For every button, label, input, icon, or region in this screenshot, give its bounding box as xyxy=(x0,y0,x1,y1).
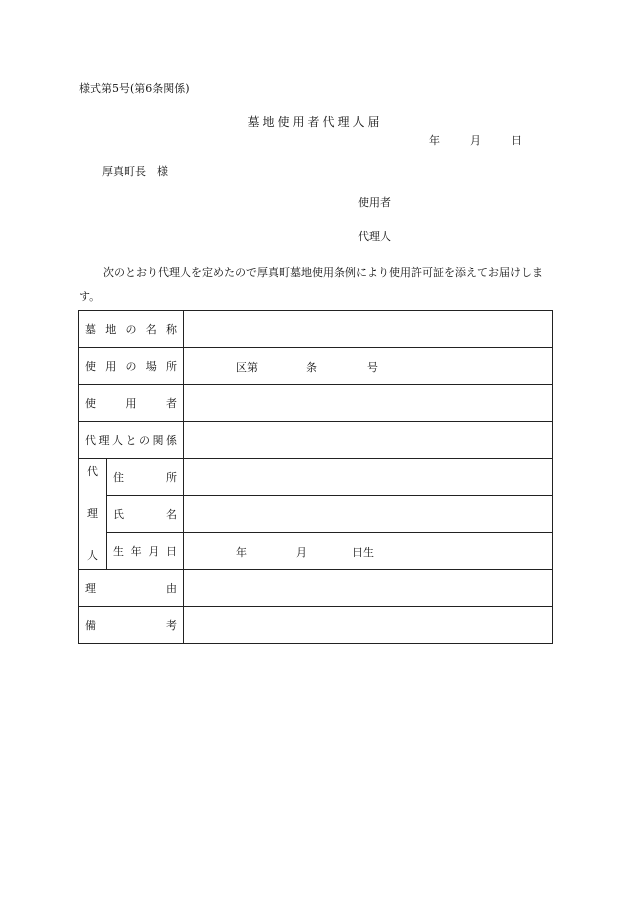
cemetery-name-field[interactable] xyxy=(184,311,553,348)
body-text: 次のとおり代理人を定めたので厚真町墓地使用条例により使用許可証を添えてお届けします。 xyxy=(79,266,543,303)
date-line xyxy=(429,132,522,148)
label-char: 理 xyxy=(87,507,98,520)
birthdate-field[interactable] xyxy=(184,533,553,570)
location-row: 条 xyxy=(306,361,317,374)
notification-table xyxy=(78,310,553,644)
name-field[interactable] xyxy=(184,496,553,533)
user-label: 使用者 xyxy=(358,196,391,209)
table-row xyxy=(79,385,553,422)
location-field[interactable] xyxy=(184,348,553,385)
name-label xyxy=(107,496,184,533)
label-char: 係 xyxy=(166,434,177,447)
user-row-label xyxy=(79,385,184,422)
spread-label xyxy=(85,321,177,337)
label-char: 使 xyxy=(85,360,96,373)
label-char: 由 xyxy=(166,582,177,595)
reason-field[interactable] xyxy=(184,570,553,607)
birth-day: 日生 xyxy=(352,546,374,559)
label-char: 関 xyxy=(152,434,164,447)
relation-field[interactable] xyxy=(184,422,553,459)
table-row xyxy=(79,570,553,607)
table-row xyxy=(79,607,553,644)
label-char: 人 xyxy=(112,434,123,447)
label-char: 称 xyxy=(166,323,177,336)
form-number: 様式第5号(第6条関係) xyxy=(79,82,190,95)
label-char: 人 xyxy=(87,549,98,562)
relation-label xyxy=(79,422,184,459)
address-label xyxy=(107,459,184,496)
label-char: 住 xyxy=(113,471,124,484)
reason-label xyxy=(79,570,184,607)
label-char: 名 xyxy=(166,508,177,521)
label-char: 代 xyxy=(85,434,96,447)
addressee: 厚真町長 様 xyxy=(102,165,168,178)
label-char: 月 xyxy=(148,545,160,558)
date-year: 年 xyxy=(429,134,440,147)
date-day: 日 xyxy=(511,134,522,147)
label-char: の xyxy=(125,360,137,373)
location-label xyxy=(79,348,184,385)
address-field[interactable] xyxy=(184,459,553,496)
label-char: 所 xyxy=(166,471,177,484)
date-month: 月 xyxy=(470,134,481,147)
agent-group-label xyxy=(79,459,107,570)
table-row xyxy=(79,311,553,348)
label-char: 場 xyxy=(145,360,157,373)
label-char: 考 xyxy=(166,619,177,632)
label-char: 氏 xyxy=(113,508,124,521)
label-char: 理 xyxy=(98,434,110,447)
birthdate-label xyxy=(107,533,184,570)
spread-label xyxy=(85,358,177,374)
table-row xyxy=(79,459,553,496)
label-char: 墓 xyxy=(85,323,96,336)
agent-label: 代理人 xyxy=(358,230,391,243)
table-row xyxy=(79,422,553,459)
spread-label xyxy=(85,617,177,633)
label-char: 者 xyxy=(166,397,177,410)
label-char: 名 xyxy=(145,323,157,336)
label-char: 使 xyxy=(85,397,96,410)
label-char: 備 xyxy=(85,619,96,632)
label-char: 年 xyxy=(130,545,142,558)
label-char: の xyxy=(125,323,137,336)
label-char: 理 xyxy=(85,582,96,595)
spread-label xyxy=(113,469,177,485)
label-char: 日 xyxy=(165,545,177,558)
table-row xyxy=(79,348,553,385)
table-row xyxy=(79,533,553,570)
spread-label xyxy=(113,543,177,559)
label-char: 地 xyxy=(105,323,117,336)
label-char: 用 xyxy=(125,397,137,410)
label-char: 代 xyxy=(87,465,98,478)
remarks-label xyxy=(79,607,184,644)
birth-year: 年 xyxy=(236,546,247,559)
location-ward: 区第 xyxy=(236,361,258,374)
birth-month: 月 xyxy=(296,546,307,559)
user-field[interactable] xyxy=(184,385,553,422)
label-char: の xyxy=(139,434,150,447)
label-char: 用 xyxy=(105,360,117,373)
spread-label xyxy=(85,580,177,596)
spread-label xyxy=(113,506,177,522)
table-row xyxy=(79,496,553,533)
vertical-label xyxy=(79,459,106,563)
remarks-field[interactable] xyxy=(184,607,553,644)
label-char: 所 xyxy=(166,360,177,373)
location-number: 号 xyxy=(367,361,378,374)
spread-label xyxy=(85,395,177,411)
spread-label xyxy=(85,432,177,448)
document-title: 墓地使用者代理人届 xyxy=(247,115,383,129)
cemetery-name-label xyxy=(79,311,184,348)
label-char: 生 xyxy=(113,545,124,558)
label-char: と xyxy=(125,434,137,447)
